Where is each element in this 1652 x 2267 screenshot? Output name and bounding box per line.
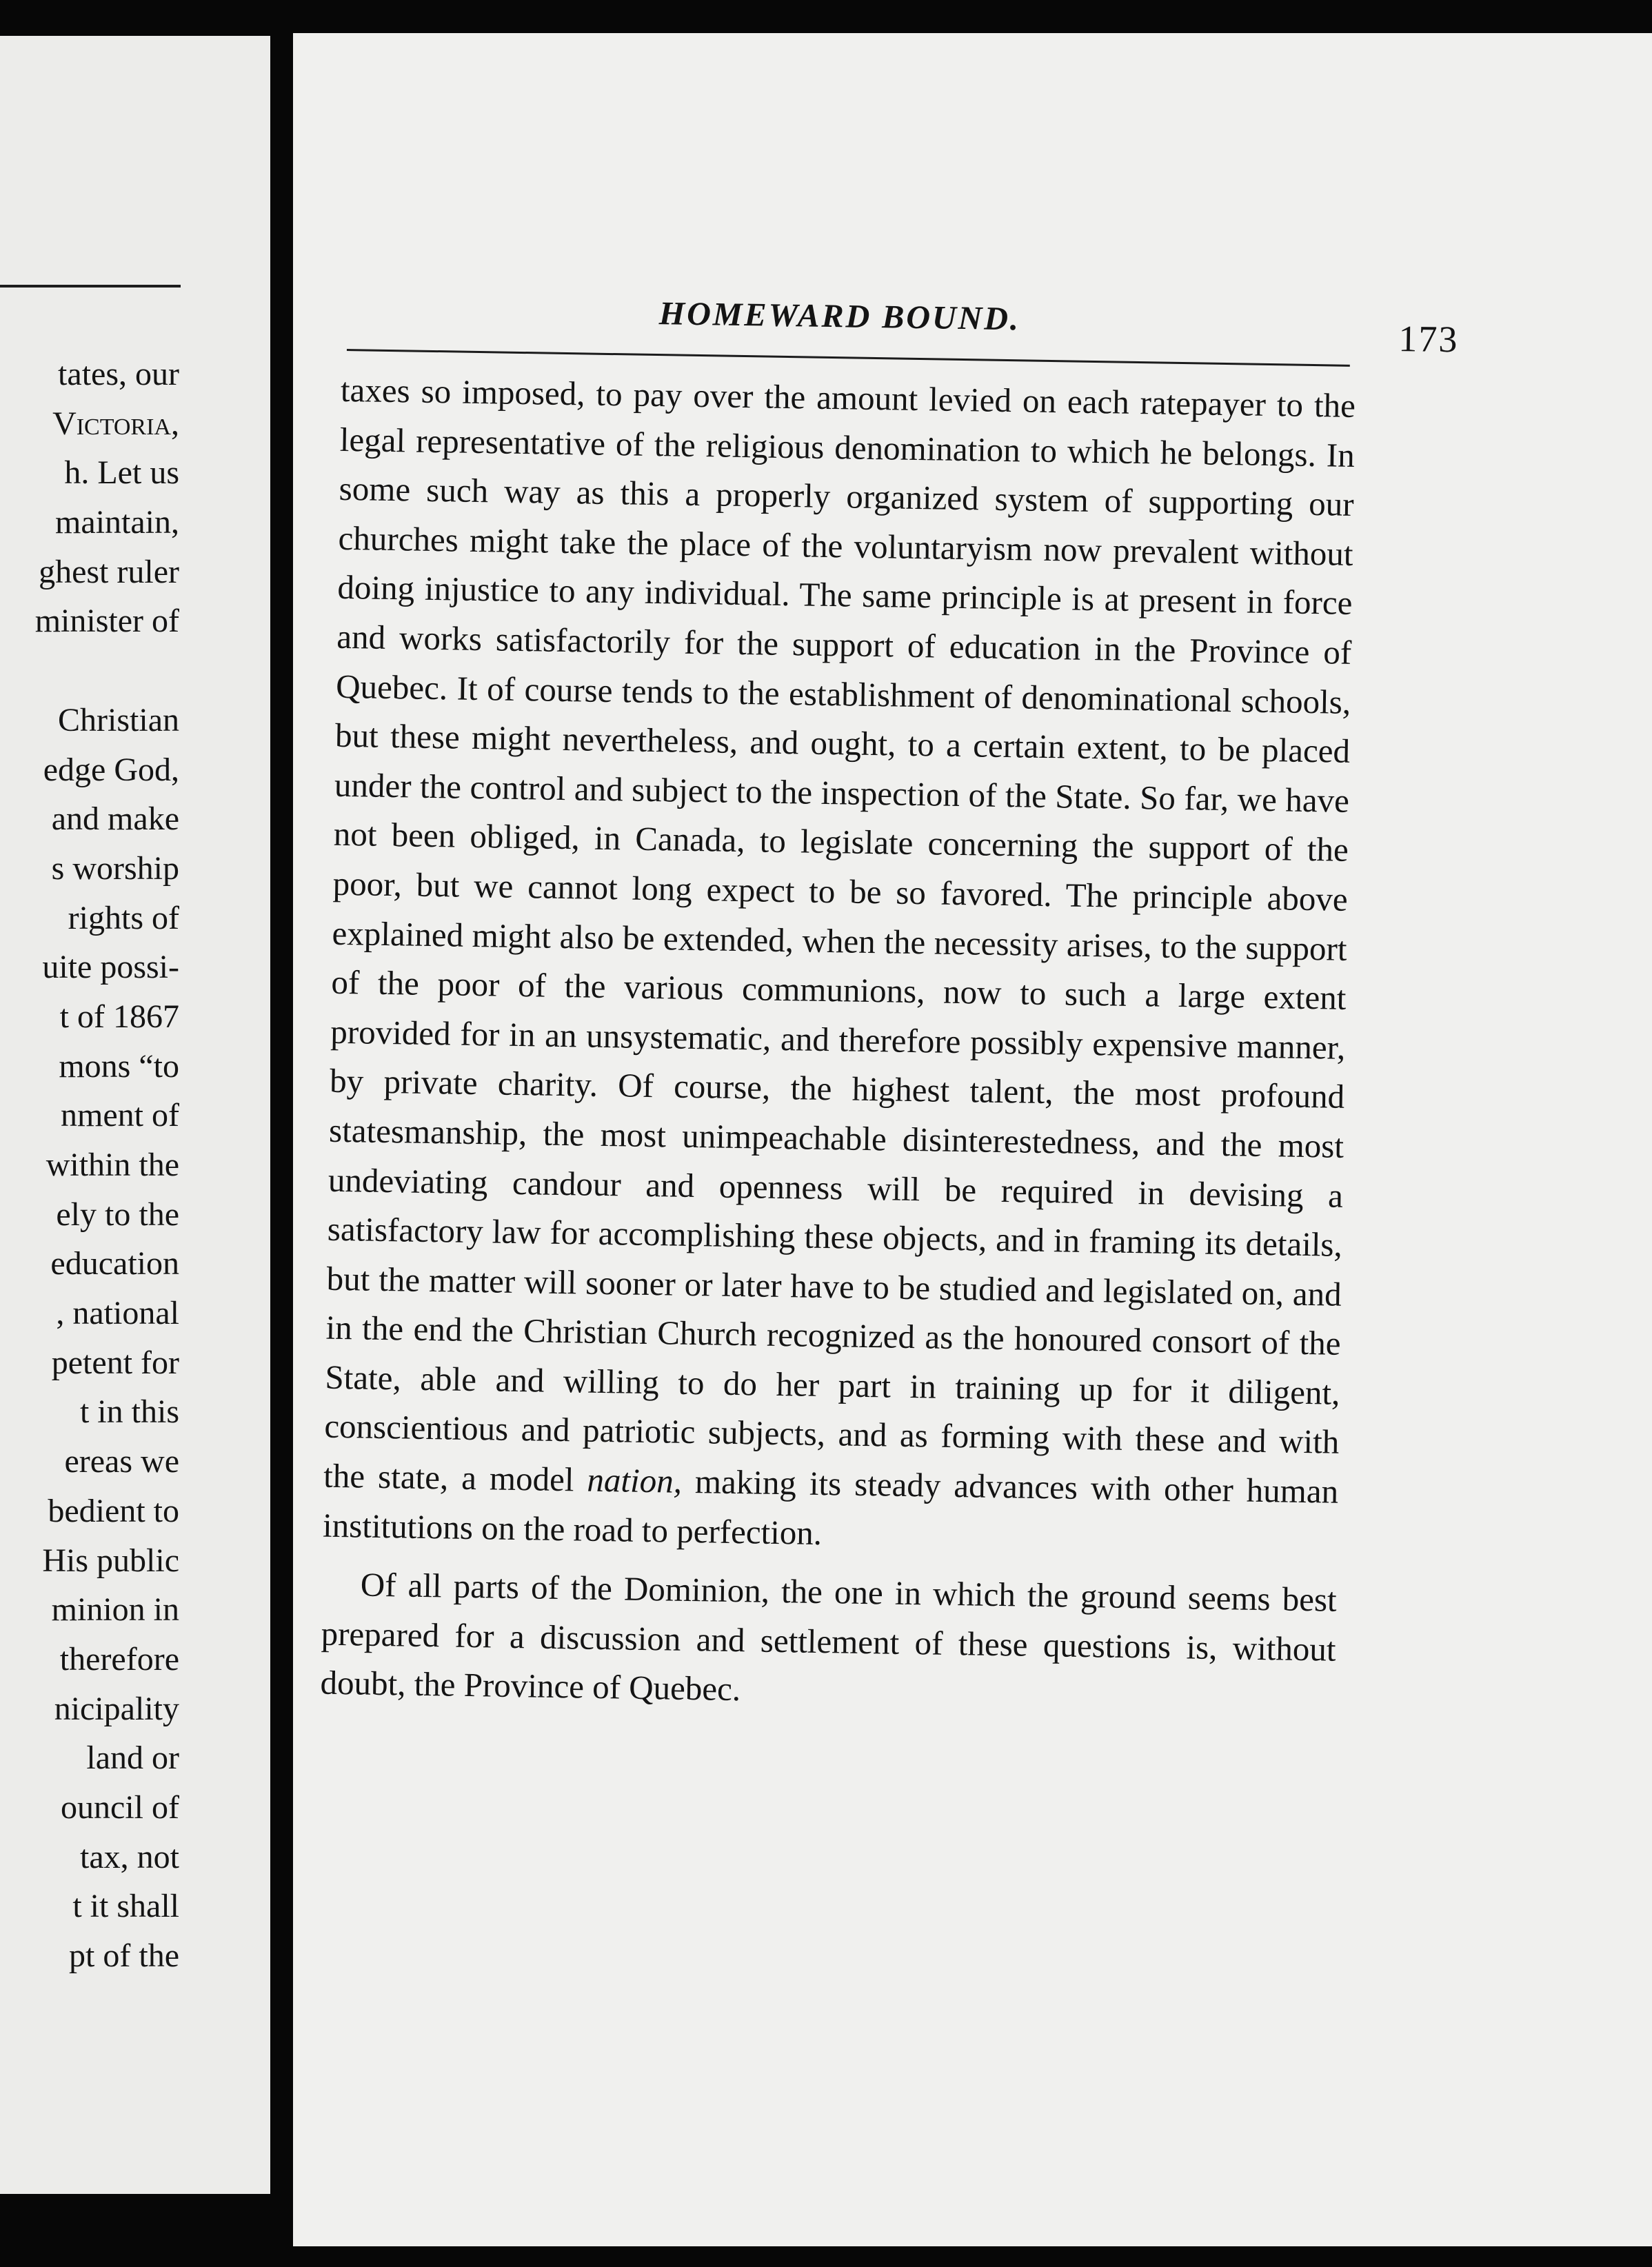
main-page [293,33,1652,2246]
paragraph: Of all parts of the Dominion, the one in which the ground seems best prepared for a discussion and settlement of these questions is, without doubt, the Province of Quebec. [320,1565,1338,1709]
left-page-rule [0,285,181,288]
left-page-line: ghest ruler [39,553,179,590]
left-page-line: Christian [58,701,179,738]
left-page-line: uite possi- [42,949,179,986]
page-number: 173 [1398,317,1459,361]
left-page-line: tates, our [58,356,179,392]
left-page-line: land or [86,1740,179,1777]
left-page-line: t of 1867 [59,998,179,1035]
left-page-line [0,646,179,696]
paragraph-text: taxes so imposed, to pay over the amount levied on each ratepayer to the legal representative of the religious denomination to which he belongs. In some such way as this a properly organized system of supporting our churches might take the place of the voluntaryism now prevalent without doing injustice to any individual. The same principle is at present in force and works satisfactorily for the support of education in the Province of Quebec. It of course tends to the establishment of denominational schools, but these might nevertheless, and ought, to a certain extent, to be placed under the control and subject to the inspection of the State. So far, we have not been obliged, in Canada, to legislate concerning the support of the poor, but we cannot long expect to be so favored. The principle above explained might also be extended, when the necessity arises, to the support of the poor of the various communions, now to such a large extent provided for in an unsystematic, and therefore possibly expensive manner, by private charity. Of course, the highest talent, the most profound statesmanship, the most unimpeachable disinterestedness, and the most undeviating candour and openness will be required in devising a satisfactory law for accomplishing these objects, and in framing its details, but the matter will sooner or later have to be studied and legislated on, and in the end the Christian Church recognized as the honoured consort of the State, able and willing to do her part in training up for it diligent, conscientious and patriotic subjects, and as forming with these and with the state, a model [323,370,1356,1499]
left-page-line: His public [42,1542,179,1579]
body-text [320,365,1356,1724]
left-page-line: education [50,1245,179,1282]
left-page-line: ely to the [56,1196,179,1233]
left-page-line: h. Let us [64,454,179,492]
left-page-line: t in this [79,1393,179,1431]
left-page-text [0,350,179,1981]
italic-word: nation, [587,1460,683,1500]
left-page-line: t it shall [72,1888,179,1925]
left-page-line: therefore [59,1640,179,1677]
left-page-line: mons “to [59,1047,179,1085]
left-page-line: bedient to [48,1492,179,1529]
left-facing-page [0,36,270,2194]
left-page-line: petent for [51,1344,179,1381]
paragraph-text-end: making its steady advances with other human institutions on the road to perfection. [322,1462,1339,1552]
left-page-line: nicipality [54,1690,179,1727]
left-page-line: pt of the [69,1937,179,1974]
left-page-line: within the [46,1147,179,1183]
book-gutter [270,0,293,2267]
page-header [347,261,1652,365]
left-page-line: ereas we [64,1443,179,1480]
left-page-line: nment of [61,1097,179,1134]
left-page-line: minister of [34,603,179,640]
left-page-line: , national [56,1295,179,1332]
paragraph [323,365,1356,1566]
left-page-line: minion in [51,1591,179,1629]
left-page-line: ouncil of [61,1789,179,1826]
header-rule [347,349,1350,367]
page-content [320,261,1652,1709]
running-head: HOMEWARD BOUND. [658,295,1021,338]
left-page-line: tax, not [80,1838,179,1875]
left-page-line: Victoria, [52,405,179,442]
left-page-line: edge God, [43,751,179,788]
left-page-line: maintain, [55,504,179,541]
left-page-line: rights of [68,899,179,936]
left-page-line: and make [51,800,179,838]
left-page-line: s worship [51,849,179,887]
